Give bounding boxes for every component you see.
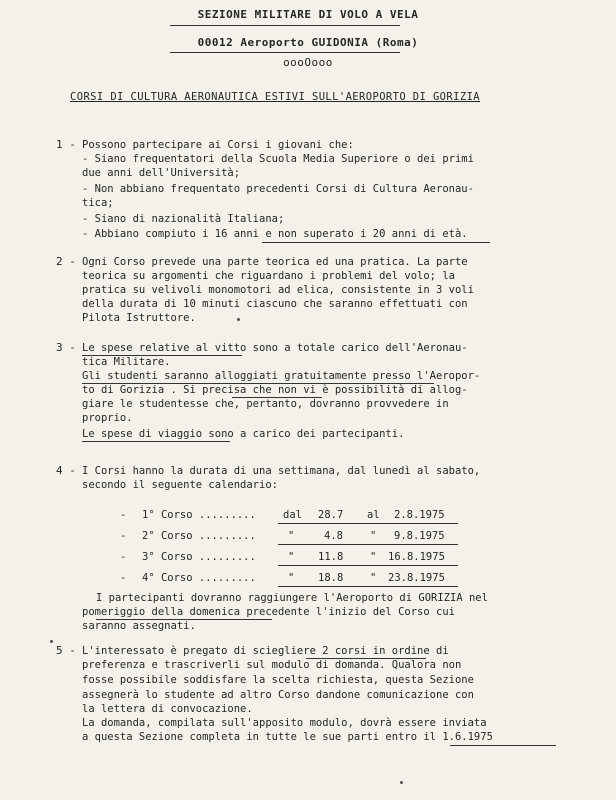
section-3-line: proprio. bbox=[82, 412, 133, 424]
section-4-after-line: pomeriggio della domenica precedente l'inizio del Corso cui bbox=[82, 606, 455, 618]
section-5-line: fosse possibile soddisfare la scelta richiesta, questa Sezione bbox=[82, 674, 474, 686]
section-5-number: 5 - bbox=[56, 644, 76, 657]
section-1-line: - Non abbiano frequentato precedenti Corsi di Cultura Aeronau- bbox=[82, 183, 474, 195]
section-5-line: La domanda, compilata sull'apposito modulo, dovrà essere inviata bbox=[82, 717, 487, 729]
calendar-course: 4° Corso ......... bbox=[142, 572, 256, 584]
calendar-al: " bbox=[370, 530, 377, 542]
calendar-course: 1° Corso ......... bbox=[142, 509, 256, 521]
calendar-dal: " bbox=[288, 551, 295, 563]
calendar-dal: " bbox=[288, 572, 295, 584]
section-5-line: a questa Sezione completa in tutte le sue parti entro il 1.6.1975 bbox=[82, 731, 493, 743]
calendar-dal: dal bbox=[283, 509, 302, 521]
document-title bbox=[70, 91, 540, 103]
viaggio-underline bbox=[82, 441, 230, 442]
section-3-line: Le spese relative al vitto sono a totale carico dell'Aeronau- bbox=[82, 342, 468, 354]
calendar-dash: - bbox=[120, 509, 127, 521]
calendar-from: 28.7 bbox=[318, 509, 344, 521]
section-5-line: assegnerà lo studente ad altro Corso dandone comunicazione con bbox=[82, 689, 474, 701]
section-3-number: 3 - bbox=[56, 341, 76, 354]
section-4-line: secondo il seguente calendario: bbox=[82, 479, 278, 491]
header-line-3: oooOooo bbox=[283, 56, 333, 69]
calendar-dash: - bbox=[120, 551, 127, 563]
calendar-to: 9.8.1975 bbox=[394, 530, 445, 542]
calendar-from: 4.8 bbox=[324, 530, 343, 542]
calendar-al: " bbox=[370, 572, 377, 584]
calendar-rule bbox=[278, 565, 458, 566]
calendar-al: " bbox=[370, 551, 377, 563]
section-1-line: Possono partecipare ai Corsi i giovani che: bbox=[82, 139, 354, 151]
calendar-al: al bbox=[367, 509, 380, 521]
section-2-line: pratica su velivoli monomotori ad elica, consistente in 3 voli bbox=[82, 284, 474, 296]
calendar-course: 2° Corso ......... bbox=[142, 530, 256, 542]
ink-mark bbox=[50, 640, 53, 643]
section-2-number: 2 - bbox=[56, 255, 76, 268]
section-2-line: Ogni Corso prevede una parte teorica ed una pratica. La parte bbox=[82, 256, 468, 268]
section-2-line: teorica su argomenti che riguardano i problemi del volo; la bbox=[82, 270, 455, 282]
section-1-line: tica; bbox=[82, 197, 114, 209]
section-1-line: due anni dell'Università; bbox=[82, 167, 241, 179]
calendar-dash: - bbox=[120, 572, 127, 584]
calendar-dal: " bbox=[288, 530, 295, 542]
section-1-line: - Abbiano compiuto i 16 anni e non superato i 20 anni di età. bbox=[82, 228, 468, 240]
section-4-after-line: I partecipanti dovranno raggiungere l'Aeroporto di GORIZIA nel bbox=[96, 592, 488, 604]
age-underline bbox=[262, 242, 490, 243]
section-3-line: Le spese di viaggio sono a carico dei partecipanti. bbox=[82, 428, 405, 440]
header-rule-2 bbox=[170, 52, 400, 53]
header-line-1: SEZIONE MILITARE DI VOLO A VELA bbox=[197, 8, 419, 21]
section-2-line: della durata di 10 minuti ciascuno che saranno effettuati con bbox=[82, 298, 468, 310]
calendar-to: 16.8.1975 bbox=[388, 551, 445, 563]
calendar-course: 3° Corso ......... bbox=[142, 551, 256, 563]
section-3-line: Gli studenti saranno alloggiati gratuitamente presso l'Aeropor- bbox=[82, 370, 481, 382]
section-1-number: 1 - bbox=[56, 138, 76, 151]
section-5-line: preferenza e trascriverli sul modulo di domanda. Qualora non bbox=[82, 659, 462, 671]
section-2-line: Pilota Istruttore. bbox=[82, 312, 196, 324]
ink-mark bbox=[400, 781, 403, 784]
calendar-rule bbox=[278, 523, 458, 524]
section-4-line: I Corsi hanno la durata di una settimana, dal lunedì al sabato, bbox=[82, 465, 481, 477]
calendar-rule bbox=[278, 544, 458, 545]
calendar-from: 18.8 bbox=[318, 572, 344, 584]
calendar-rule bbox=[278, 586, 458, 587]
deadline-underline bbox=[450, 745, 556, 746]
calendar-dash: - bbox=[120, 530, 127, 542]
header-line-2: 00012 Aeroporto GUIDONIA (Roma) bbox=[197, 36, 419, 49]
document-title-text: CORSI DI CULTURA AERONAUTICA ESTIVI SULL'AEROPORTO DI GORIZIA bbox=[70, 91, 481, 103]
calendar-to: 2.8.1975 bbox=[394, 509, 445, 521]
header-rule-1 bbox=[170, 25, 400, 26]
section-1-line: - Siano di nazionalità Italiana; bbox=[82, 213, 285, 225]
section-5-line: L'interessato è pregato di sciegliere 2 corsi in ordine di bbox=[82, 645, 449, 657]
calendar-from: 11.8 bbox=[318, 551, 344, 563]
section-5-line: la lettera di convocazione. bbox=[82, 703, 253, 715]
section-3-line: tica Militare. bbox=[82, 356, 171, 368]
section-1-line: - Siano frequentatori della Scuola Media Superiore o dei primi bbox=[82, 153, 474, 165]
section-3-line: to di Gorizia . Si precisa che non vi è possibilità di allog- bbox=[82, 384, 468, 396]
section-4-after-line: saranno assegnati. bbox=[82, 620, 196, 632]
calendar-to: 23.8.1975 bbox=[388, 572, 445, 584]
section-4-number: 4 - bbox=[56, 464, 76, 477]
ink-mark bbox=[237, 318, 240, 321]
section-3-line: giare le studentesse che, pertanto, dovranno provvedere in bbox=[82, 398, 449, 410]
